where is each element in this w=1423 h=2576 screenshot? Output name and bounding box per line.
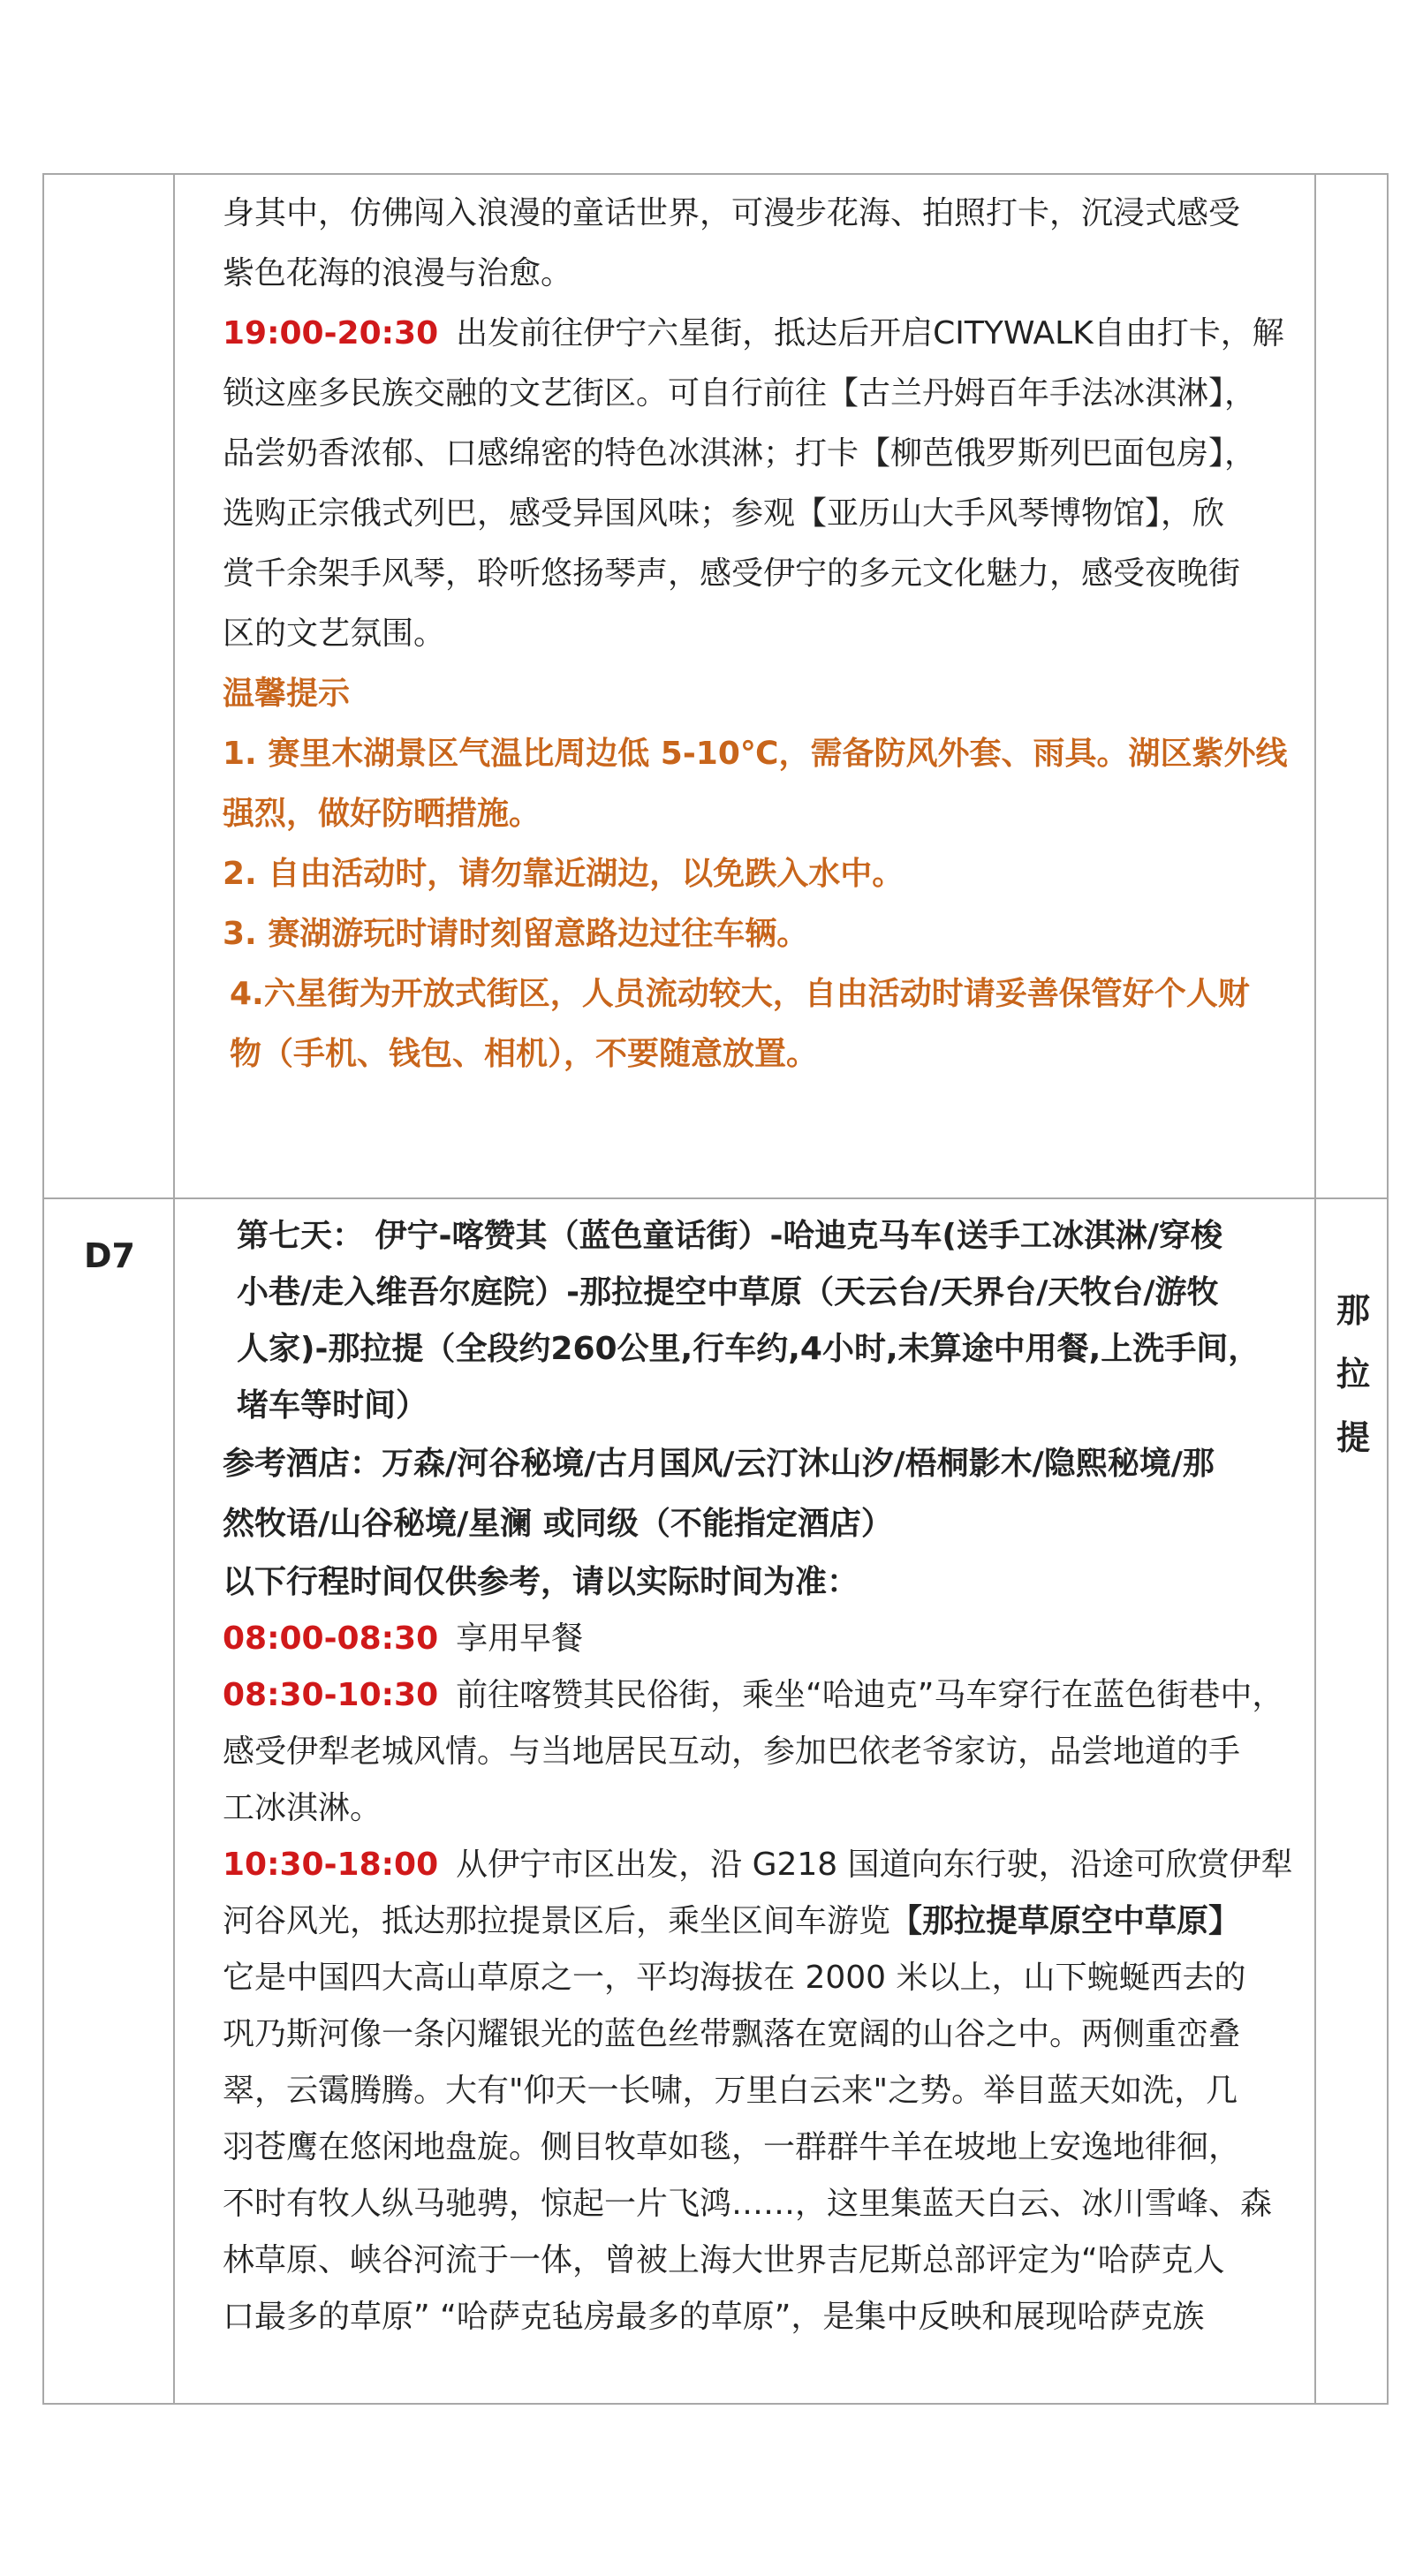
schedule-item [223, 1667, 1309, 1724]
time-range: 19:00-20:30 [223, 315, 439, 351]
tip-line: 3. 赛湖游玩时请时刻留意路边过往车辆。 [223, 916, 809, 952]
row-divider [44, 1197, 1387, 1199]
text-line: 区的文艺氛围。 [223, 616, 446, 652]
text-segment: 河谷风光，抵达那拉提景区后，乘坐区间车游览 [223, 1903, 891, 1939]
text-line: 它是中国四大高山草原之一，平均海拔在 2000 米以上，山下蜿蜒西去的 [223, 1960, 1246, 1996]
text-line: 巩乃斯河像一条闪耀银光的蓝色丝带飘落在宽阔的山谷之中。两侧重峦叠 [223, 2016, 1241, 2052]
day-header-line: 堵车等时间） [237, 1387, 428, 1424]
text-line: 赏千余架手风琴，聆听悠扬琴声，感受伊宁的多元文化魅力，感受夜晚街 [223, 555, 1241, 592]
time-range: 08:30-10:30 [223, 1677, 439, 1713]
text-line: 品尝奶香浓郁、口感绵密的特色冰淇淋；打卡【柳芭俄罗斯列巴面包房】， [223, 435, 1257, 472]
text-line: 身其中，仿佛闯入浪漫的童话世界，可漫步花海、拍照打卡，沉浸式感受 [223, 195, 1241, 231]
text-line: 前往喀赞其民俗街，乘坐“哈迪克”马车穿行在蓝色街巷中， [456, 1677, 1284, 1713]
row2-content-cell [175, 1208, 1316, 2346]
text-line [223, 1893, 1309, 1950]
row1-content-cell [175, 184, 1316, 1084]
text-line: 锁这座多民族交融的文艺街区。可自行前往【古兰丹姆百年手法冰淇淋】， [223, 375, 1257, 412]
evening-activity [223, 304, 1309, 364]
location-char: 提 [1336, 1418, 1370, 1457]
tip-line: 4.六星街为开放式街区，人员流动较大，自由活动时请妥善保管好个人财 [230, 976, 1250, 1012]
text-line: 紫色花海的浪漫与治愈。 [223, 255, 573, 291]
text-line: 林草原、峡谷河流于一体，曾被上海大世界吉尼斯总部评定为“哈萨克人 [223, 2242, 1225, 2278]
time-range: 10:30-18:00 [223, 1847, 439, 1883]
hotel-line: 参考酒店：万森/河谷秘境/古月国风/云汀沐山汐/梧桐影木/隐熙秘境/那 [223, 1446, 1215, 1482]
itinerary-table [42, 173, 1389, 2405]
overnight-location [1316, 1279, 1390, 1469]
day-header-line: 小巷/走入维吾尔庭院）-那拉提空中草原（天云台/天界台/天牧台/游牧 [237, 1274, 1219, 1311]
day-header-line: 人家)-那拉提（全段约260公里,行车约,4小时,未算途中用餐,上洗手间， [237, 1331, 1260, 1367]
time-range: 08:00-08:30 [223, 1620, 439, 1657]
tips-title: 温馨提示 [223, 676, 351, 712]
location-char: 拉 [1336, 1355, 1370, 1394]
day-label: D7 [84, 1236, 135, 1275]
text-line: 口最多的草原” “哈萨克毡房最多的草原”，是集中反映和展现哈萨克族 [223, 2299, 1205, 2335]
schedule-note: 以下行程时间仅供参考，请以实际时间为准： [223, 1564, 859, 1600]
location-char: 那 [1336, 1291, 1370, 1330]
text-line: 羽苍鹰在悠闲地盘旋。侧目牧草如毯，一群群牛羊在坡地上安逸地徘徊， [223, 2129, 1241, 2165]
text-line: 不时有牧人纵马驰骋，惊起一片飞鸿……，这里集蓝天白云、冰川雪峰、森 [223, 2186, 1273, 2222]
text-line: 工冰淇淋。 [223, 1790, 382, 1826]
tip-line: 物（手机、钱包、相机），不要随意放置。 [230, 1036, 819, 1072]
tip-line: 2. 自由活动时，请勿靠近湖边，以免跌入水中。 [223, 856, 905, 892]
day-header-line: 第七天： 伊宁-喀赞其（蓝色童话街）-哈迪克马车(送手工冰淇淋/穿梭 [237, 1218, 1223, 1254]
text-line: 感受伊犁老城风情。与当地居民互动，参加巴依老爷家访，品尝地道的手 [223, 1734, 1241, 1770]
schedule-item [223, 1837, 1309, 1893]
highlight-attraction: 【那拉提草原空中草原】 [890, 1903, 1241, 1939]
tip-line: 1. 赛里木湖景区气温比周边低 5-10℃，需备防风外套、雨具。湖区紫外线 [223, 736, 1288, 772]
text-line: 翠，云霭腾腾。大有"仰天一长啸，万里白云来"之势。举目蓝天如洗，几 [223, 2073, 1238, 2109]
text-line: 选购正宗俄式列巴，感受异国风味；参观【亚历山大手风琴博物馆】，欣 [223, 495, 1225, 532]
tip-line: 强烈，做好防晒措施。 [223, 796, 541, 832]
text-line: 从伊宁市区出发，沿 G218 国道向东行驶，沿途可欣赏伊犁 [456, 1847, 1293, 1883]
text-line: 出发前往伊宁六星街，抵达后开启CITYWALK自由打卡，解 [456, 315, 1284, 351]
text-line: 享用早餐 [456, 1620, 584, 1657]
schedule-item [223, 1611, 1309, 1667]
hotel-line: 然牧语/山谷秘境/星澜 或同级（不能指定酒店） [223, 1506, 893, 1542]
